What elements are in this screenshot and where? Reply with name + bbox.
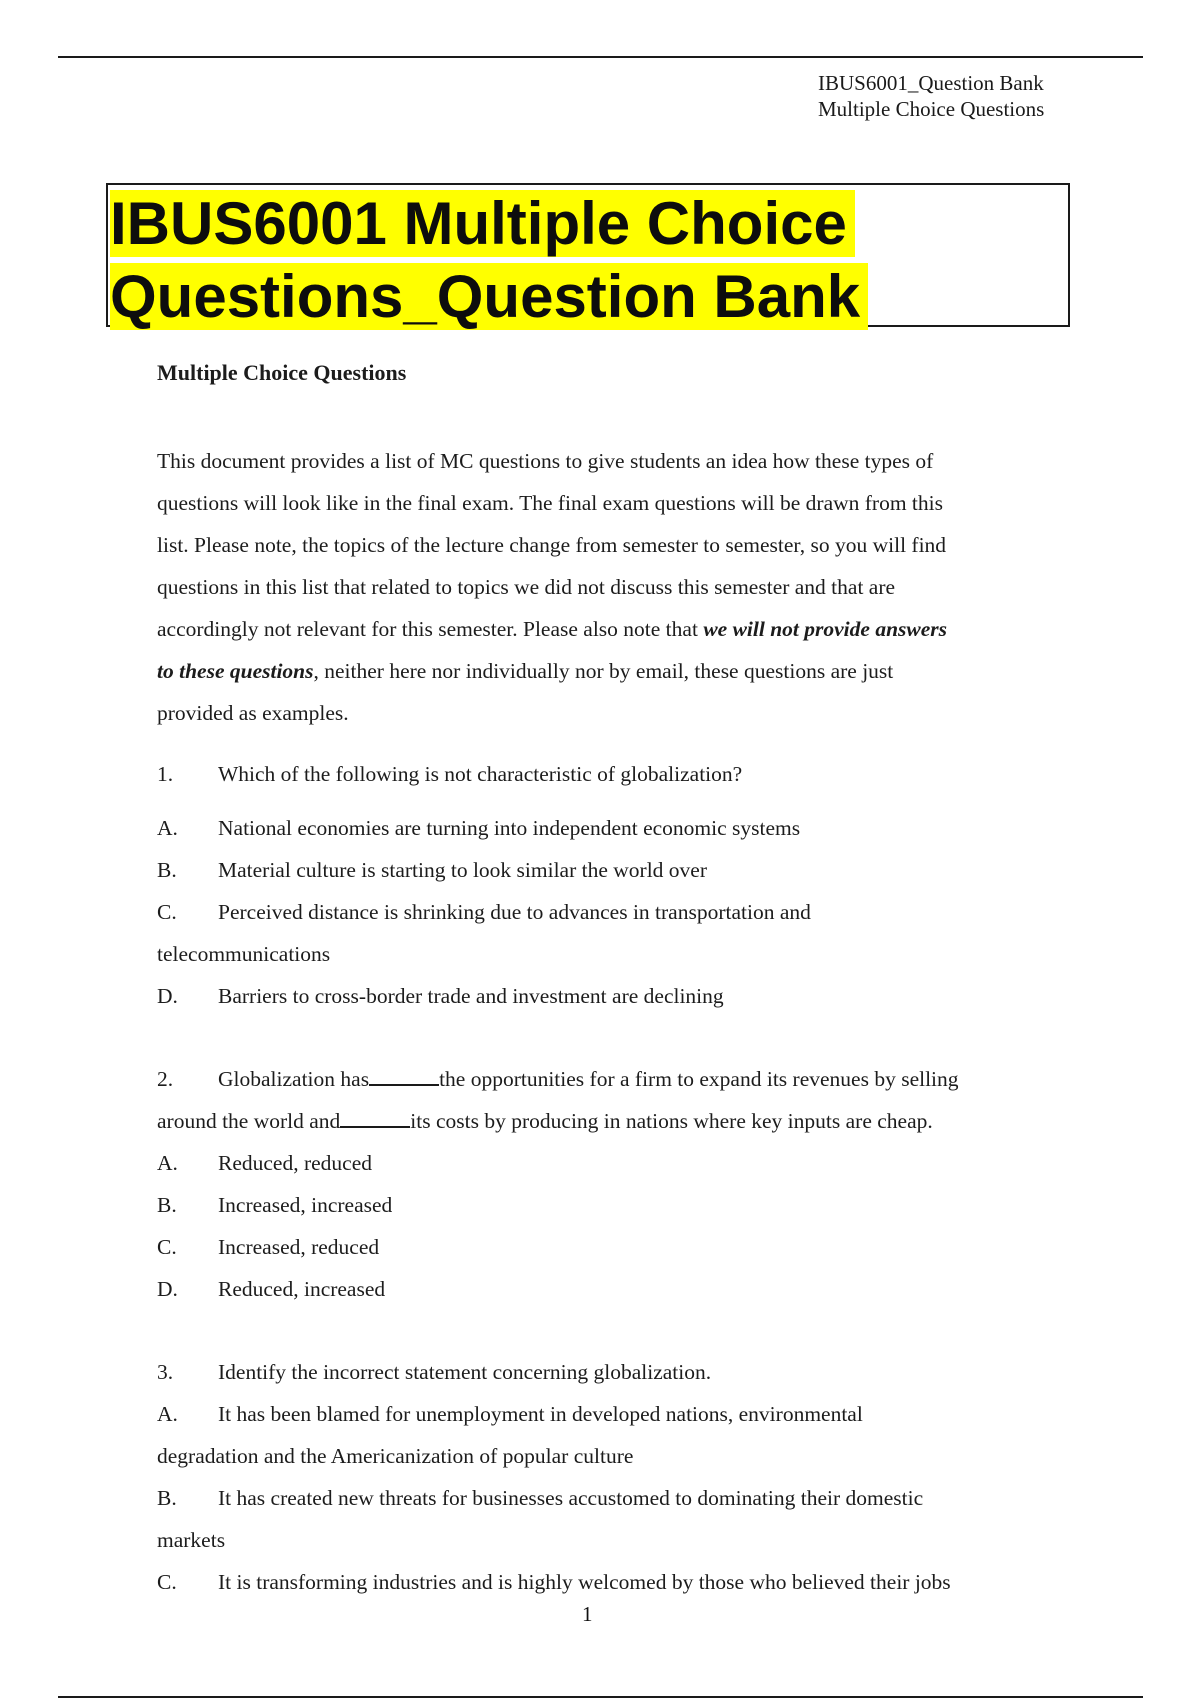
option-letter: A. xyxy=(157,1402,178,1426)
question-stem-continued xyxy=(157,1100,1057,1142)
option-text: Barriers to cross-border trade and investment are declining xyxy=(218,984,724,1008)
title-line-1: IBUS6001 Multiple Choice xyxy=(110,190,855,257)
intro-line: This document provides a list of MC questions to give students an idea how these types of xyxy=(157,449,934,473)
option-letter: D. xyxy=(157,984,178,1008)
question-stem xyxy=(157,753,1057,795)
running-header-course: IBUS6001_Question Bank xyxy=(818,71,1044,95)
intro-line: provided as examples. xyxy=(157,701,349,725)
option-letter: B. xyxy=(157,1193,177,1217)
option-text: Reduced, increased xyxy=(218,1277,386,1301)
question-text: Globalization has xyxy=(218,1067,370,1091)
option-text: Material culture is starting to look similar the world over xyxy=(218,858,708,882)
option-b xyxy=(157,1184,1057,1226)
option-a xyxy=(157,1142,1057,1184)
option-letter: C. xyxy=(157,900,177,924)
option-letter: B. xyxy=(157,1486,177,1510)
question-number: 3. xyxy=(157,1360,174,1384)
intro-line: questions in this list that related to topics we did not discuss this semester and that are xyxy=(157,575,896,599)
bottom-rule xyxy=(58,1696,1143,1698)
option-text: It has created new threats for businesses accustomed to dominating their domestic xyxy=(218,1486,924,1510)
option-continuation: degradation and the Americanization of popular culture xyxy=(157,1444,634,1468)
intro-paragraph xyxy=(157,440,1057,734)
option-c xyxy=(157,891,1057,933)
answer-blank xyxy=(340,1108,410,1128)
intro-line xyxy=(157,650,1057,692)
question-text: its costs by producing in nations where key inputs are cheap. xyxy=(410,1109,933,1133)
option-a xyxy=(157,807,1057,849)
option-c xyxy=(157,1561,1057,1603)
question-text: Which of the following is not characteristic of globalization? xyxy=(218,762,743,786)
option-letter: B. xyxy=(157,858,177,882)
option-d xyxy=(157,975,1057,1017)
question-2 xyxy=(157,1058,1057,1310)
option-d xyxy=(157,1268,1057,1310)
question-1-options xyxy=(157,807,1057,1017)
question-text: the opportunities for a firm to expand its revenues by selling xyxy=(439,1067,959,1091)
question-number: 1. xyxy=(157,762,174,786)
option-letter: C. xyxy=(157,1570,177,1594)
title-box xyxy=(106,183,1070,330)
question-text: Identify the incorrect statement concerning globalization. xyxy=(218,1360,712,1384)
document-title xyxy=(110,187,868,333)
option-text: Reduced, reduced xyxy=(218,1151,373,1175)
title-line-2: Questions_Question Bank xyxy=(110,263,868,330)
intro-emphasis: we will not provide answers xyxy=(703,617,948,641)
option-text: Increased, increased xyxy=(218,1193,393,1217)
option-c xyxy=(157,1226,1057,1268)
option-b xyxy=(157,849,1057,891)
option-continuation: markets xyxy=(157,1528,226,1552)
option-letter: A. xyxy=(157,816,178,840)
intro-line: list. Please note, the topics of the lecture change from semester to semester, so you will find xyxy=(157,533,947,557)
option-text: It has been blamed for unemployment in developed nations, environmental xyxy=(218,1402,863,1426)
intro-line xyxy=(157,608,1057,650)
option-text: Increased, reduced xyxy=(218,1235,380,1259)
option-text: National economies are turning into independent economic systems xyxy=(218,816,801,840)
option-letter: D. xyxy=(157,1277,178,1301)
page-number: 1 xyxy=(582,1602,593,1626)
running-header-section: Multiple Choice Questions xyxy=(818,97,1045,121)
section-title: Multiple Choice Questions xyxy=(157,360,407,385)
running-header xyxy=(818,70,1158,122)
question-stem xyxy=(157,1058,1057,1100)
question-1 xyxy=(157,753,1057,795)
question-3 xyxy=(157,1351,1057,1603)
intro-line: questions will look like in the final exam. The final exam questions will be drawn from this xyxy=(157,491,943,515)
option-text: Perceived distance is shrinking due to advances in transportation and xyxy=(218,900,811,924)
question-number: 2. xyxy=(157,1067,174,1091)
top-rule xyxy=(58,56,1143,58)
option-b xyxy=(157,1477,1057,1519)
intro-text: , neither here nor individually nor by email, these questions are just xyxy=(313,659,894,683)
question-text: around the world and xyxy=(157,1109,341,1133)
option-text: It is transforming industries and is highly welcomed by those who believed their jobs xyxy=(218,1570,951,1594)
answer-blank xyxy=(369,1066,439,1086)
intro-emphasis: to these questions xyxy=(157,659,314,683)
question-stem xyxy=(157,1351,1057,1393)
option-continuation: telecommunications xyxy=(157,942,331,966)
intro-text: accordingly not relevant for this semester. Please also note that xyxy=(157,617,704,641)
option-letter: A. xyxy=(157,1151,178,1175)
option-letter: C. xyxy=(157,1235,177,1259)
option-a xyxy=(157,1393,1057,1435)
